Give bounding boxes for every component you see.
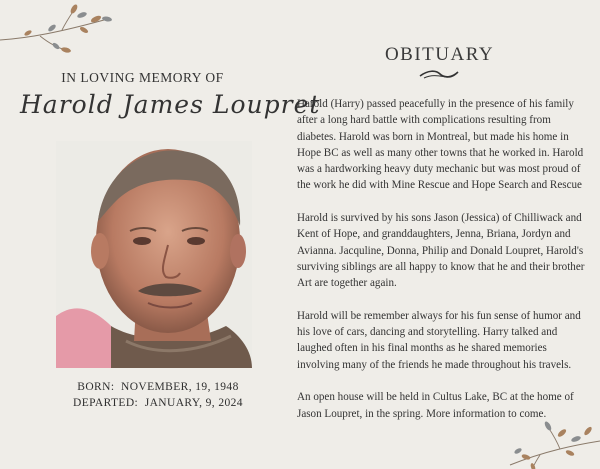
portrait-photo [56,141,252,368]
branch-top-left-icon [0,0,118,60]
departed-date: JANUARY, 9, 2024 [144,397,243,409]
branch-bottom-right-icon [500,409,600,469]
departed-label: DEPARTED: [73,397,139,409]
flourish-icon [418,68,460,80]
deceased-name: Harold James Loupret [20,90,321,119]
born-line [38,379,278,395]
born-date: NOVEMBER, 19, 1948 [120,381,239,393]
obituary-section [297,44,592,438]
departed-line [38,395,278,411]
obituary-title: OBITUARY [384,44,495,65]
life-dates [38,379,278,411]
obituary-body [297,96,592,422]
born-label: BORN: [77,381,115,393]
obituary-paragraph: Harold is survived by his sons Jason (Jessica) of Chilliwack and Kent of Hope, and granddaughters, Jenna, Briana, Jordyn and Avianna. Jacquline, Donna, Philip and Donald Loupret, Harold's surviving siblings are all happy to know that he and their brother Art are together again. [297,212,585,290]
memorial-header [20,64,321,119]
obituary-paragraph: Harold will be remember always for his fun sense of humor and his love of cars, dancing and storytelling. Harry talked and laughed often in his final months as he shared memories involving many of the friends he made throughout his travels. [297,309,581,371]
obituary-paragraph: An open house will be held in Cultus Lake, BC at the home of Jason Loupret, in the spring. More information to come. [297,391,574,420]
obituary-paragraph: Harold (Harry) passed peacefully in the presence of his family after a long hard battle with complications resulting from diabetes. Harold was born in Montreal, but made his home in Hope BC as well as many other towns that he worked in. Harold was a hardworking heavy duty mechanic but was most proud of the work he did with Mine Rescue and Hope Search and Rescue [297,98,584,192]
memory-heading: IN LOVING MEMORY OF [61,70,224,85]
